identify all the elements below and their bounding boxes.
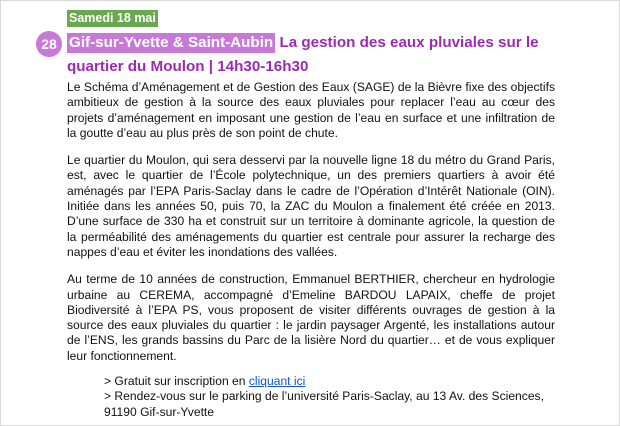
paragraph-visit: Au terme de 10 années de construction, Emmanuel BERTHIER, chercheur en hydrologie urbaine au CEREMA, accompagné d’Emeline BARDOU LAPAIX, cheffe de projet Biodiversité à l’EPA PS, vous proposent de visiter différents ouvrages de gestion à la source des eaux pluviales du quartier : le jardin paysager Argenté, les installations autour de l’ENS, les grands bassins du Parc de la lisière Nord du quartier… et de vous expliquer leur fonctionnement. bbox=[67, 272, 555, 363]
event-location: Gif-sur-Yvette & Saint-Aubin bbox=[69, 34, 274, 51]
practical-info bbox=[67, 374, 555, 420]
meeting-point-line: > Rendez-vous sur le parking de l’université Paris-Saclay, au 13 Av. des Sciences, 91190 Gif-sur-Yvette bbox=[104, 389, 544, 419]
paragraph-moulon: Le quartier du Moulon, qui sera desservi par la nouvelle ligne 18 du métro du Grand Paris, est, avec le quartier de l’École polytechnique, un des premiers quartiers à avoir été aménagés par l’EPA Paris-Saclay dans le cadre de l’Opération d’Intérêt Nationale (OIN). Initiée dans les années 50, puis 70, la ZAC du Moulon a finalement été créée en 2013. D’une surface de 330 ha et construit sur un territoire à dominante agricole, la question de la perméabilité des aménagements du quartier est centrale pour assurer la recharge des nappes d’eau et éviter les inondations des vallées. bbox=[67, 153, 555, 259]
event-title-text: La gestion des eaux pluviales sur le quartier du Moulon | 14h30-16h30 bbox=[67, 34, 539, 75]
date-badge: Samedi 18 mai bbox=[69, 11, 156, 25]
registration-link[interactable]: cliquant ici bbox=[248, 374, 306, 389]
event-title bbox=[67, 31, 587, 79]
registration-text: > Gratuit sur inscription en bbox=[104, 374, 249, 389]
event-number-badge: 28 bbox=[36, 31, 62, 57]
paragraph-sage: Le Schéma d’Aménagement et de Gestion des Eaux (SAGE) de la Bièvre fixe des objectifs ambitieux de gestion à la source des eaux pluviales pour replacer l’eau au cœur des projets d’aménagement en imposant une gestion de l’eau en surface et une infiltration de la goutte d’eau au plus près de son point de chute. bbox=[67, 80, 555, 140]
event-description bbox=[67, 80, 555, 420]
registration-line bbox=[104, 374, 555, 389]
